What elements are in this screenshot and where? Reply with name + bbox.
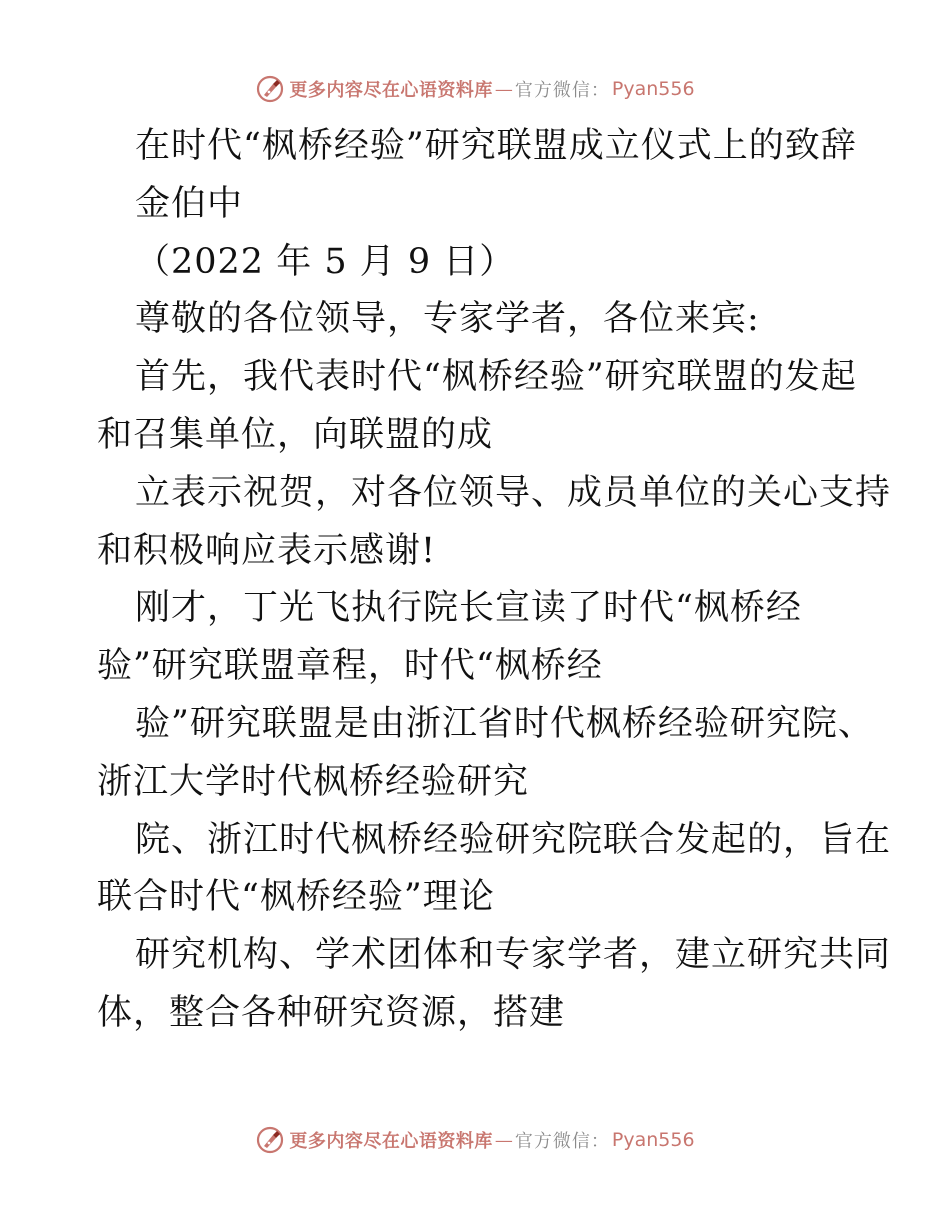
paragraph-line: 立表示祝贺，对各位领导、成员单位的关心支持 xyxy=(135,472,892,513)
paragraph-line: 研究机构、学术团体和专家学者，建立研究共同 xyxy=(135,935,892,976)
pen-nib-logo-icon xyxy=(255,1125,285,1155)
banner-dash: — xyxy=(494,78,513,100)
banner-wechat-label: 官方微信： xyxy=(514,80,610,101)
document-body xyxy=(97,118,892,1043)
banner-wechat-id: Pyan556 xyxy=(611,1129,695,1151)
pen-nib-logo-icon xyxy=(255,74,285,104)
paragraph-line: 验”研究联盟章程，时代“枫桥经 xyxy=(97,646,603,687)
paragraph-line: 浙江大学时代枫桥经验研究 xyxy=(97,761,530,802)
paragraph-line: 和积极响应表示感谢! xyxy=(97,530,437,571)
document-author: 金伯中 xyxy=(135,183,244,224)
banner-wechat-label: 官方微信： xyxy=(514,1131,610,1152)
banner-dash: — xyxy=(494,1129,513,1151)
banner-site-text: 更多内容尽在心语资料库 xyxy=(289,80,493,101)
document-salutation: 尊敬的各位领导，专家学者，各位来宾: xyxy=(135,299,760,340)
document-date: （2022 年 5 月 9 日） xyxy=(135,241,516,282)
paragraph-line: 验”研究联盟是由浙江省时代枫桥经验研究院、 xyxy=(135,703,874,744)
paragraph-line: 首先，我代表时代“枫桥经验”研究联盟的发起 xyxy=(135,357,857,398)
banner-site-text: 更多内容尽在心语资料库 xyxy=(289,1131,493,1152)
paragraph-line: 和召集单位，向联盟的成 xyxy=(97,414,494,455)
header-banner xyxy=(0,72,950,106)
banner-wechat-id: Pyan556 xyxy=(611,78,695,100)
paragraph-line: 刚才，丁光飞执行院长宣读了时代“枫桥经 xyxy=(135,588,802,629)
paragraph-line: 体，整合各种研究资源，搭建 xyxy=(97,992,566,1033)
paragraph-line: 联合时代“枫桥经验”理论 xyxy=(97,877,495,918)
document-title: 在时代“枫桥经验”研究联盟成立仪式上的致辞 xyxy=(135,126,857,166)
footer-banner xyxy=(0,1123,950,1157)
paragraph-line: 院、浙江时代枫桥经验研究院联合发起的，旨在 xyxy=(135,819,892,860)
